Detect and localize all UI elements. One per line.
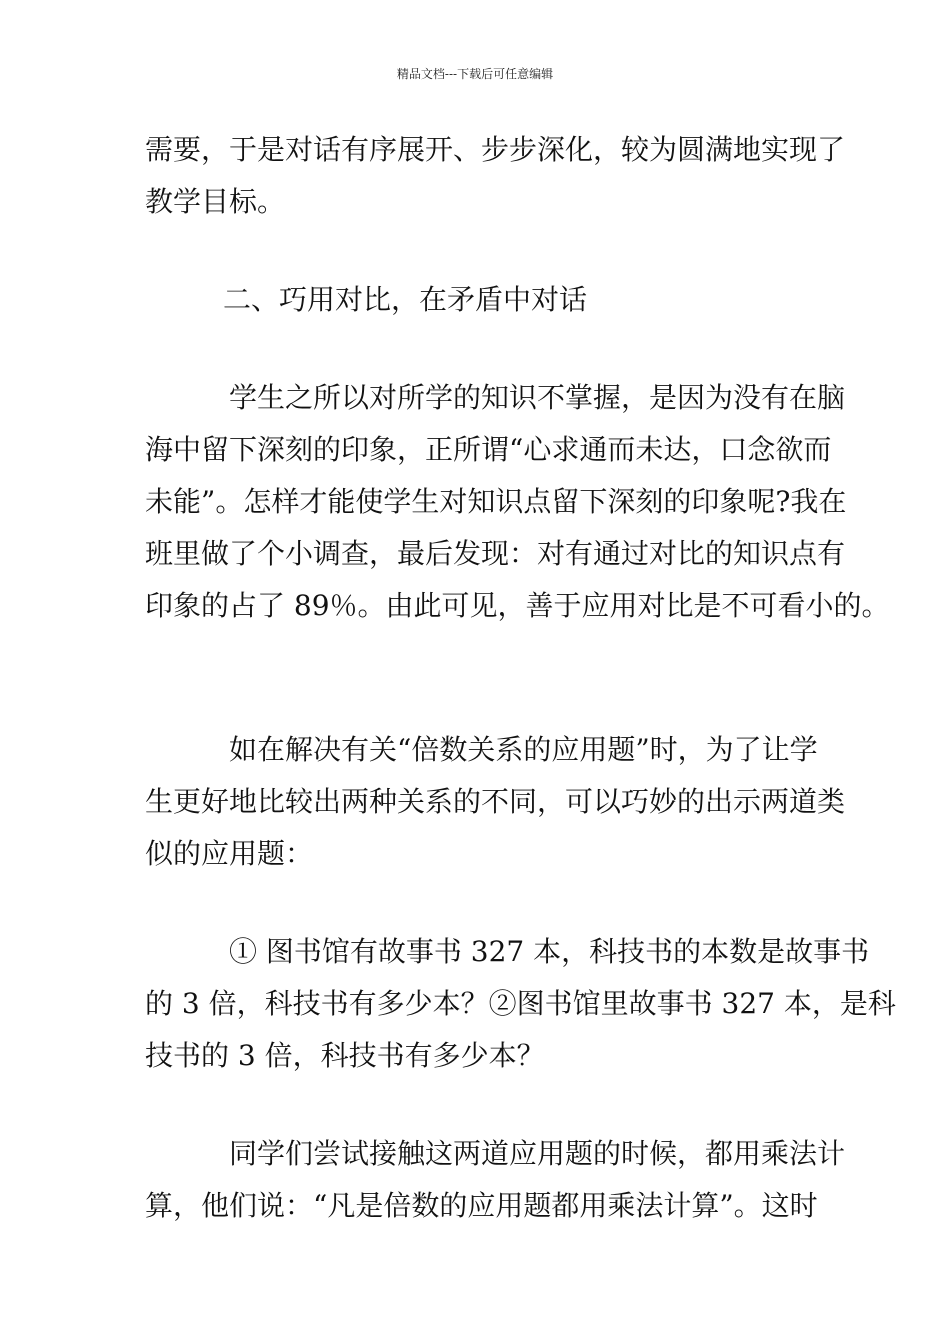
- paragraph-5: [145, 1128, 846, 1232]
- paragraph-line: 如在解决有关“倍数关系的应用题”时，为了让学: [229, 733, 818, 766]
- paragraph-line: 未能”。怎样才能使学生对知识点留下深刻的印象呢?我在: [145, 485, 847, 518]
- section-heading: 二、巧用对比，在矛盾中对话: [223, 283, 588, 316]
- paragraph-line: 算，他们说：“凡是倍数的应用题都用乘法计算”。这时: [145, 1189, 818, 1222]
- paragraph-line: ① 图书馆有故事书 327 本，科技书的本数是故事书: [229, 935, 870, 968]
- paragraph-line: 班里做了个小调查，最后发现：对有通过对比的知识点有: [145, 537, 846, 570]
- paragraph-4: [145, 926, 896, 1082]
- paragraph-line: 生更好地比较出两种关系的不同，可以巧妙的出示两道类: [145, 785, 846, 818]
- paragraph-line: 技书的 3 倍，科技书有多少本？: [145, 1039, 545, 1072]
- page-header: 精品文档---下载后可任意编辑: [396, 67, 554, 81]
- paragraph-line: 需要，于是对话有序展开、步步深化，较为圆满地实现了: [145, 133, 846, 166]
- paragraph-line: 学生之所以对所学的知识不掌握，是因为没有在脑: [229, 381, 846, 414]
- paragraph-1: [145, 124, 846, 228]
- paragraph-line: 似的应用题：: [145, 837, 314, 870]
- paragraph-line: 同学们尝试接触这两道应用题的时候，都用乘法计: [229, 1137, 846, 1170]
- paragraph-2: [145, 372, 890, 632]
- paragraph-line: 海中留下深刻的印象，正所谓“心求通而未达，口念欲而: [145, 433, 832, 466]
- paragraph-line: 印象的占了 89％。由此可见，善于应用对比是不可看小的。: [145, 589, 890, 622]
- document-body: [145, 124, 896, 1232]
- paragraph-3: [145, 724, 846, 880]
- paragraph-line: 教学目标。: [145, 185, 286, 218]
- paragraph-line: 的 3 倍，科技书有多少本？②图书馆里故事书 327 本，是科: [145, 987, 896, 1020]
